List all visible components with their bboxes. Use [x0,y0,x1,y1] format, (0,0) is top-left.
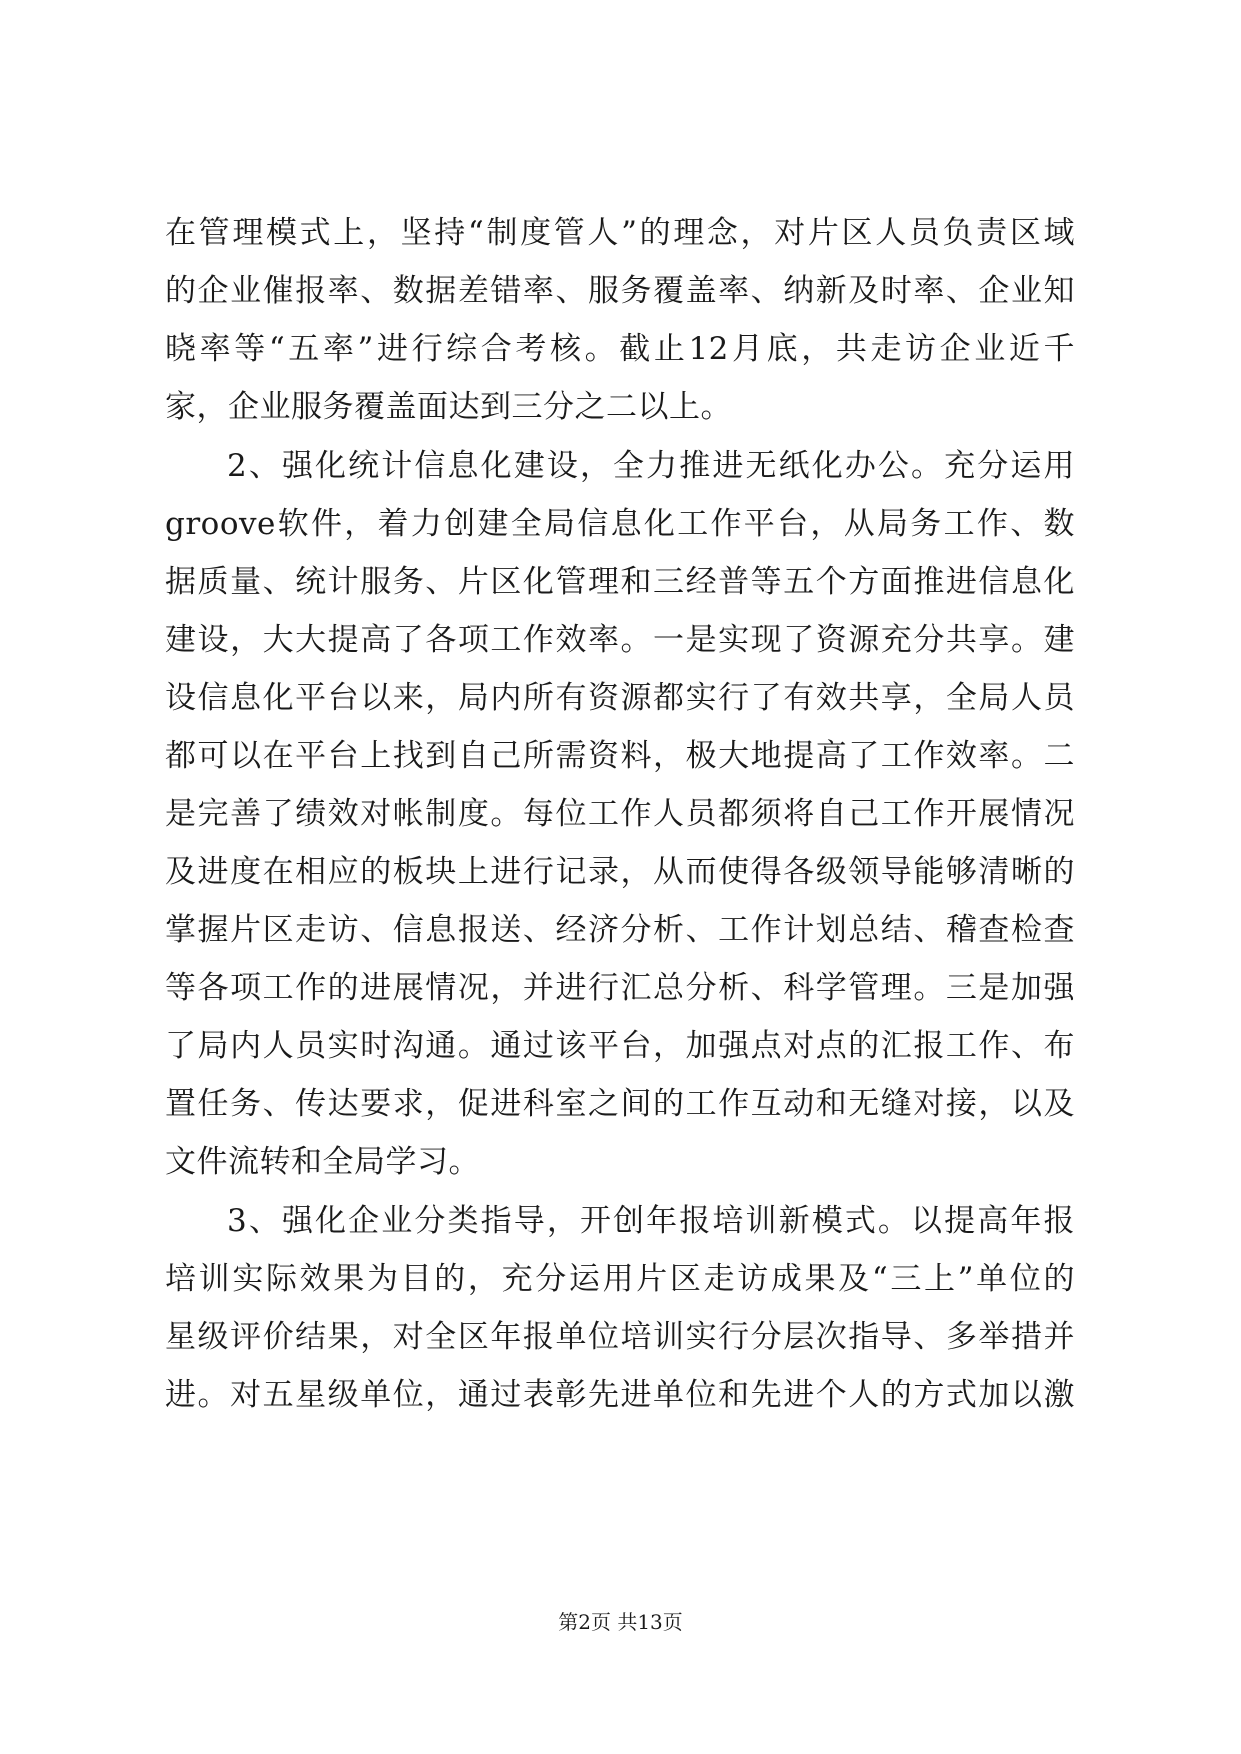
text-line-4: 家，企业服务覆盖面达到三分之二以上。 [165,389,732,425]
text-line-8: 建设，大大提高了各项工作效率。一是实现了资源充分共享。建 [165,622,1075,658]
text-line-13: 掌握片区走访、信息报送、经济分析、工作计划总结、稽查检查 [165,912,1075,948]
text-line-15: 了局内人员实时沟通。通过该平台，加强点对点的汇报工作、布 [165,1028,1075,1064]
text-line-11: 是完善了绩效对帐制度。每位工作人员都须将自己工作开展情况 [165,796,1075,832]
paragraph-2-heading-line: 2、强化统计信息化建设，全力推进无纸化办公。充分运用 [227,448,1075,484]
text-line-9: 设信息化平台以来，局内所有资源都实行了有效共享，全局人员 [165,680,1075,716]
text-line-7: 据质量、统计服务、片区化管理和三经普等五个方面推进信息化 [165,564,1075,600]
text-line-17: 文件流转和全局学习。 [165,1144,480,1180]
text-line-3: 晓率等“五率”进行综合考核。截止12月底，共走访企业近千 [165,331,1075,367]
text-line-16: 置任务、传达要求，促进科室之间的工作互动和无缝对接，以及 [165,1086,1075,1122]
paragraph-3-heading-line: 3、强化企业分类指导，开创年报培训新模式。以提高年报 [227,1203,1075,1239]
text-line-21: 进。对五星级单位，通过表彰先进单位和先进个人的方式加以激 [165,1377,1075,1413]
text-line-6: groove软件，着力创建全局信息化工作平台，从局务工作、数 [165,506,1075,542]
page-number-footer: 第2页 共13页 [558,1610,683,1634]
text-line-20: 星级评价结果，对全区年报单位培训实行分层次指导、多举措并 [165,1319,1075,1355]
text-line-2: 的企业催报率、数据差错率、服务覆盖率、纳新及时率、企业知 [165,273,1075,309]
text-line-1: 在管理模式上，坚持“制度管人”的理念，对片区人员负责区域 [165,215,1075,251]
text-line-10: 都可以在平台上找到自己所需资料，极大地提高了工作效率。二 [165,738,1075,774]
text-line-14: 等各项工作的进展情况，并进行汇总分析、科学管理。三是加强 [165,970,1075,1006]
text-line-19: 培训实际效果为目的，充分运用片区走访成果及“三上”单位的 [165,1261,1075,1297]
text-line-12: 及进度在相应的板块上进行记录，从而使得各级领导能够清晰的 [165,854,1075,890]
